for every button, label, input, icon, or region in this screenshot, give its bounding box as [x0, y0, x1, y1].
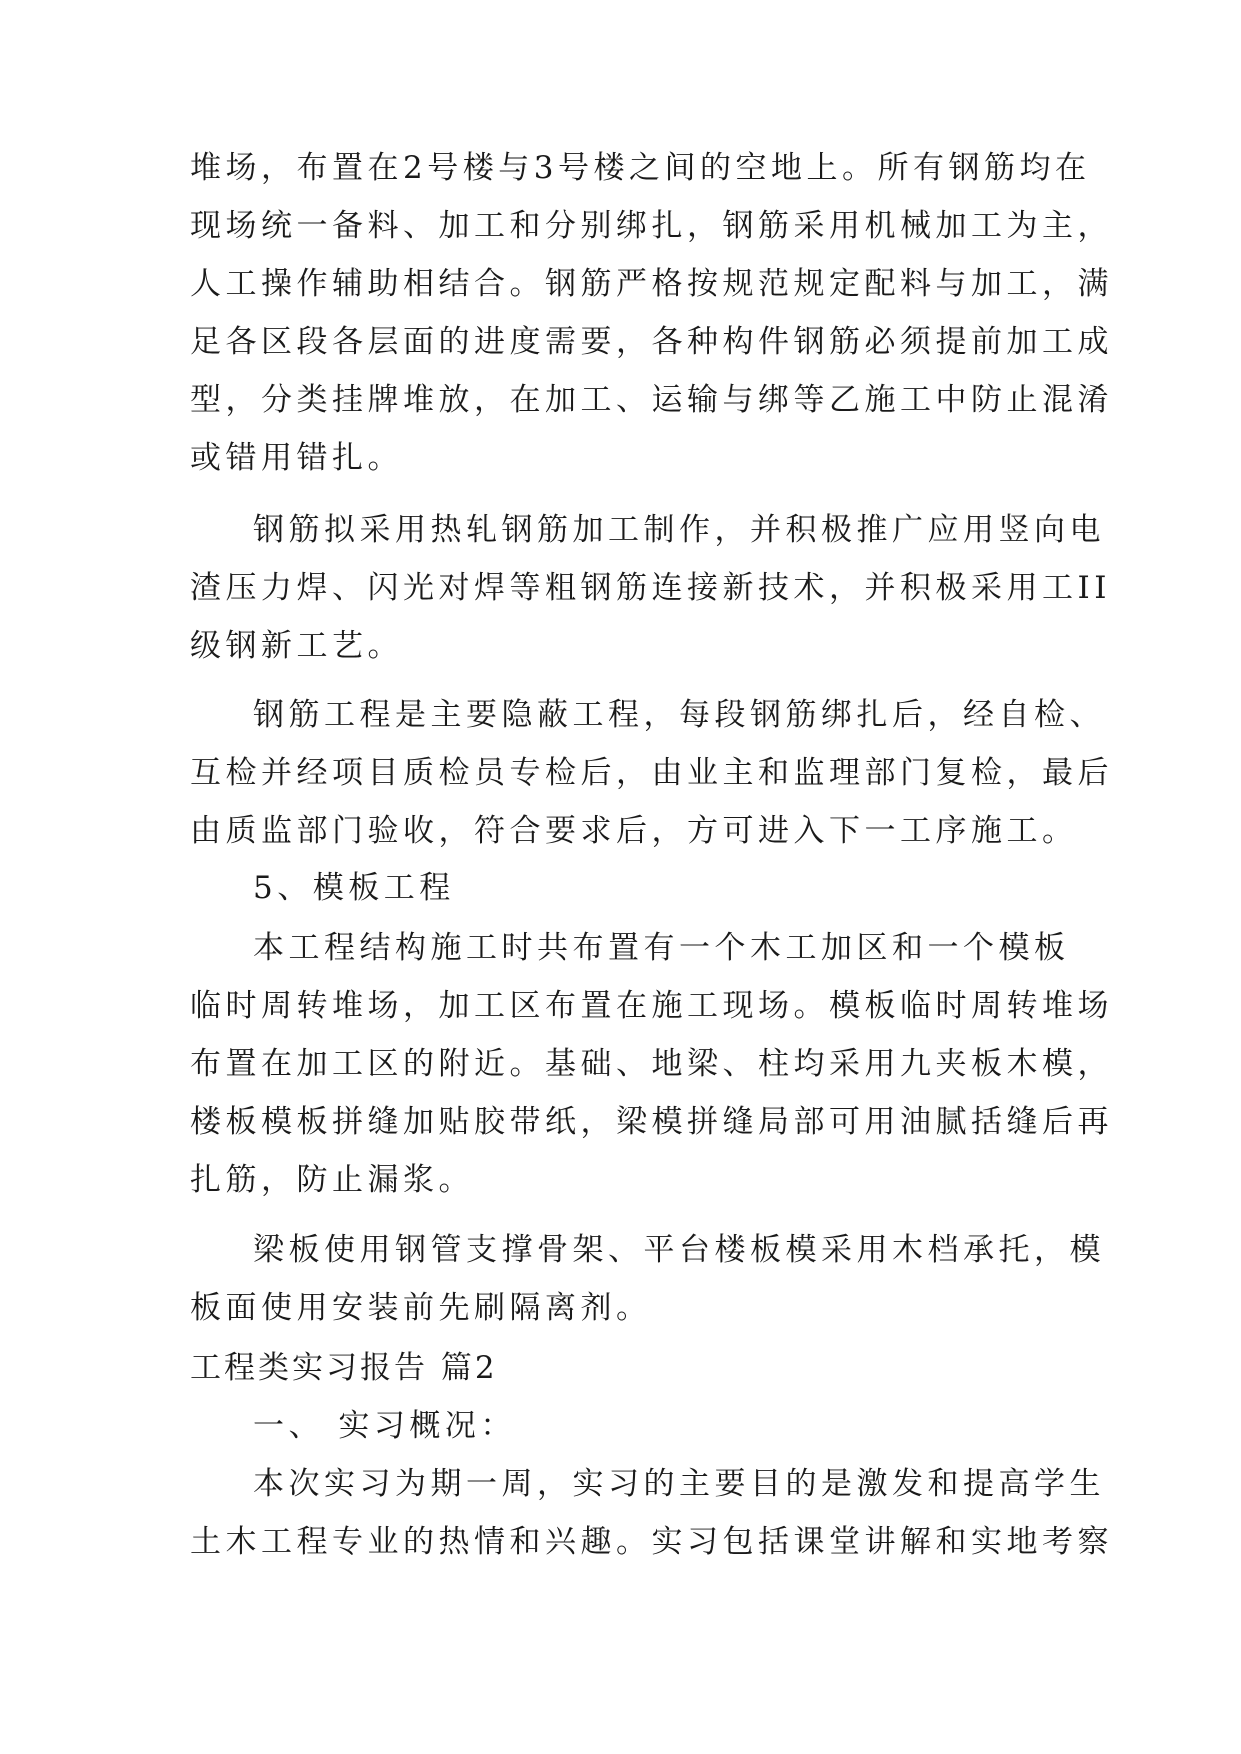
paragraph-line: 型，分类挂牌堆放，在加工、运输与绑等乙施工中防止混淆: [190, 382, 1113, 418]
paragraph-line: 梁板使用钢管支撑骨架、平台楼板模采用木档承托，模: [253, 1232, 1105, 1268]
paragraph-line: 或错用错扎。: [190, 440, 403, 476]
paragraph-line: 本次实习为期一周，实习的主要目的是激发和提高学生: [253, 1466, 1105, 1502]
paragraph-line: 渣压力焊、闪光对焊等粗钢筋连接新技术，并积极采用工II: [190, 570, 1111, 606]
paragraph-line: 板面使用安装前先刷隔离剂。: [190, 1290, 652, 1326]
paragraph-line: 土木工程专业的热情和兴趣。实习包括课堂讲解和实地考察: [190, 1524, 1113, 1560]
paragraph-line: 钢筋拟采用热轧钢筋加工制作，并积极推广应用竖向电: [253, 512, 1105, 548]
paragraph-line: 由质监部门验收，符合要求后，方可进入下一工序施工。: [190, 813, 1078, 849]
paragraph-line: 互检并经项目质检员专检后，由业主和监理部门复检，最后: [190, 755, 1113, 791]
paragraph-line: 扎筋，防止漏浆。: [190, 1162, 474, 1198]
paragraph-line: 钢筋工程是主要隐蔽工程，每段钢筋绑扎后，经自检、: [253, 697, 1105, 733]
report-title: 工程类实习报告 篇2: [190, 1350, 498, 1386]
paragraph-line: 现场统一备料、加工和分别绑扎，钢筋采用机械加工为主，: [190, 208, 1113, 244]
paragraph-line: 堆场，布置在2号楼与3号楼之间的空地上。所有钢筋均在: [190, 150, 1091, 186]
section-heading: 5、模板工程: [253, 870, 455, 906]
paragraph-line: 布置在加工区的附近。基础、地梁、柱均采用九夹板木模，: [190, 1046, 1113, 1082]
paragraph-line: 临时周转堆场，加工区布置在施工现场。模板临时周转堆场: [190, 988, 1113, 1024]
paragraph-line: 人工操作辅助相结合。钢筋严格按规范规定配料与加工，满: [190, 266, 1113, 302]
section-heading: 一、 实习概况：: [253, 1408, 516, 1444]
paragraph-line: 楼板模板拼缝加贴胶带纸，梁模拼缝局部可用油腻括缝后再: [190, 1104, 1113, 1140]
paragraph-line: 级钢新工艺。: [190, 628, 403, 664]
paragraph-line: 足各区段各层面的进度需要，各种构件钢筋必须提前加工成: [190, 324, 1113, 360]
paragraph-line: 本工程结构施工时共布置有一个木工加区和一个模板: [253, 930, 1070, 966]
